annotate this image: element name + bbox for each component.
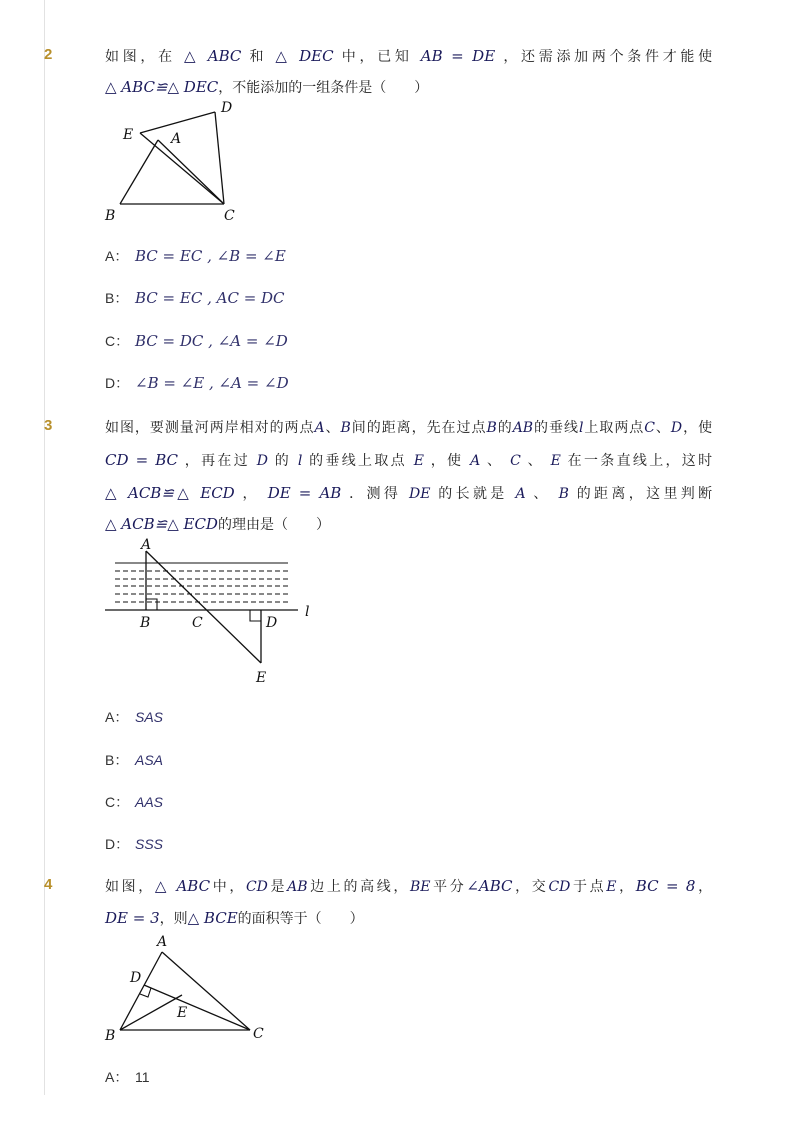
label-E: E (123, 127, 134, 143)
label-B: B (105, 1028, 116, 1044)
right-angle-b (146, 599, 157, 610)
stem-text: 的距离，这里判断 (576, 486, 713, 502)
option-letter: C： (105, 333, 130, 349)
label-A: A (157, 934, 168, 950)
var: l (578, 420, 584, 436)
var: E (550, 453, 561, 469)
stem-text: ， (242, 486, 260, 502)
var: E (606, 879, 617, 895)
math-triangle-abc: △ ABC (154, 877, 211, 895)
label-C: C (192, 615, 203, 631)
segment-ac (158, 140, 224, 204)
label-D: D (266, 615, 278, 631)
option-text: AAS (135, 794, 164, 810)
math-bc-eq-8: BC = 8 (635, 877, 696, 895)
stem-text: 中， (210, 879, 246, 895)
stem-text: ， (695, 879, 713, 895)
stem-text: ，交 (512, 879, 549, 895)
option-text: SAS (135, 709, 164, 725)
math-ab-eq-de: AB = DE (420, 47, 496, 65)
question-stem-line-2 (105, 77, 428, 97)
question-stem-line-1 (105, 417, 712, 437)
stem-text: 上取两点 (583, 420, 645, 436)
math-triangle-bce: △ BCE (187, 909, 238, 927)
label-A: A (141, 537, 152, 553)
figure-q2 (100, 98, 260, 228)
option-a[interactable] (105, 1067, 150, 1087)
option-c[interactable] (105, 331, 288, 351)
var: AB (287, 879, 308, 895)
option-a[interactable] (105, 707, 163, 727)
question-stem-line-3 (105, 483, 712, 503)
math-congruence: △ ABC≌△ DEC (105, 78, 219, 96)
stem-text: ，不能添加的一组条件是（ ） (218, 80, 429, 96)
stem-text: 中，已知 (341, 49, 413, 65)
var: E (413, 453, 424, 469)
option-letter: B： (105, 752, 129, 768)
var: AB (512, 420, 534, 436)
var: C (510, 453, 521, 469)
option-b[interactable] (105, 288, 285, 308)
math-triangle-dec: △ DEC (275, 47, 334, 65)
option-letter: A： (105, 1069, 129, 1085)
var: A (470, 453, 481, 469)
option-letter: A： (105, 709, 129, 725)
segment-ec (140, 133, 224, 204)
segment-ae (146, 551, 261, 663)
question-number: 4 (44, 876, 53, 893)
var: CD (245, 879, 268, 895)
stem-text: 的 (496, 420, 513, 436)
label-B: B (105, 208, 116, 224)
stem-text: ， (616, 879, 636, 895)
option-text: SSS (135, 836, 164, 852)
segment-ed (140, 112, 215, 133)
label-l: l (305, 604, 310, 620)
var: D (670, 420, 683, 436)
question-number: 3 (44, 417, 53, 434)
segment-ac (162, 952, 250, 1030)
var: BE (409, 879, 431, 895)
math-cd-eq-bc: CD = BC (105, 451, 179, 469)
stem-text: ，再在过 (184, 453, 251, 469)
stem-text: 的理由是（ ） (217, 517, 330, 533)
stem-text: 的垂线上取点 (309, 453, 407, 469)
label-A: A (171, 131, 182, 147)
math-de-eq-ab: DE = AB (267, 484, 342, 502)
var: B (486, 420, 497, 436)
option-text: BC = EC , ∠B = ∠E (135, 247, 286, 265)
var: l (297, 453, 303, 469)
stem-text: 的 (274, 453, 292, 469)
label-C: C (253, 1026, 264, 1042)
stem-text: 的面积等于（ ） (237, 911, 364, 927)
option-letter: B： (105, 290, 129, 306)
var: CD (548, 879, 571, 895)
stem-text: 、 (654, 420, 671, 436)
label-E: E (256, 670, 267, 686)
stem-text: ，还需添加两个条件才能使 (503, 49, 713, 65)
var: A (515, 486, 526, 502)
stem-text: 平分 (430, 879, 467, 895)
var: B (558, 486, 569, 502)
label-E: E (177, 1005, 188, 1021)
option-text: BC = DC , ∠A = ∠D (135, 332, 288, 350)
label-D: D (221, 100, 233, 116)
stem-text: 、 (487, 453, 504, 469)
stem-text: 如图，在 (105, 49, 176, 65)
option-letter: D： (105, 836, 130, 852)
stem-text: 的垂线 (533, 420, 579, 436)
var: DE (409, 486, 431, 502)
option-text: BC = EC , AC = DC (135, 289, 285, 307)
math-triangle-abc: △ ABC (184, 47, 242, 65)
stem-text: ，则 (159, 911, 188, 927)
math-angle-abc: ∠ABC (466, 877, 513, 895)
segment-ba (120, 140, 158, 204)
stem-text: 的长就是 (438, 486, 508, 502)
option-d[interactable] (105, 834, 163, 854)
option-text: 11 (135, 1069, 150, 1085)
question-stem-line-4 (105, 514, 330, 534)
option-text: ASA (135, 752, 164, 768)
segment-dc (215, 112, 224, 204)
label-C: C (224, 208, 235, 224)
stem-text: 于点 (570, 879, 607, 895)
option-a[interactable] (105, 246, 286, 266)
math-congruence: △ ACB≌△ ECD (105, 484, 235, 502)
math-congruence: △ ACB≌△ ECD (105, 515, 218, 533)
stem-text: 在一条直线上，这时 (567, 453, 713, 469)
left-margin-rule (44, 0, 45, 1095)
stem-text: 和 (249, 49, 268, 65)
stem-text: 是 (267, 879, 288, 895)
stem-text: ．测得 (349, 486, 402, 502)
question-stem-line-1 (105, 46, 712, 66)
stem-text: 如图，要测量河两岸相对的两点 (105, 420, 315, 436)
var: B (340, 420, 351, 436)
figure-q3 (100, 536, 325, 688)
question-stem-line-2 (105, 450, 712, 470)
figure-q4 (100, 930, 275, 1045)
option-b[interactable] (105, 750, 163, 770)
option-d[interactable] (105, 373, 289, 393)
label-D: D (130, 970, 142, 986)
question-number: 2 (44, 46, 53, 63)
stem-text: ，使 (682, 420, 713, 436)
question-stem-line-2 (105, 908, 364, 928)
math-de-eq-3: DE = 3 (105, 909, 160, 927)
option-letter: A： (105, 248, 129, 264)
option-text: ∠B = ∠E , ∠A = ∠D (135, 374, 289, 392)
label-B: B (140, 615, 151, 631)
question-stem-line-1 (105, 876, 712, 896)
option-letter: C： (105, 794, 130, 810)
stem-text: 、 (533, 486, 551, 502)
var: D (256, 453, 269, 469)
stem-text: 间的距离，先在过点 (350, 420, 487, 436)
var: A (314, 420, 325, 436)
stem-text: 、 (527, 453, 544, 469)
right-angle-d (250, 610, 261, 621)
stem-text: 、 (324, 420, 341, 436)
stem-text: 如图， (105, 879, 155, 895)
option-letter: D： (105, 375, 130, 391)
var: C (644, 420, 655, 436)
option-c[interactable] (105, 792, 163, 812)
stem-text: ，使 (430, 453, 464, 469)
stem-text: 边上的高线， (307, 879, 410, 895)
